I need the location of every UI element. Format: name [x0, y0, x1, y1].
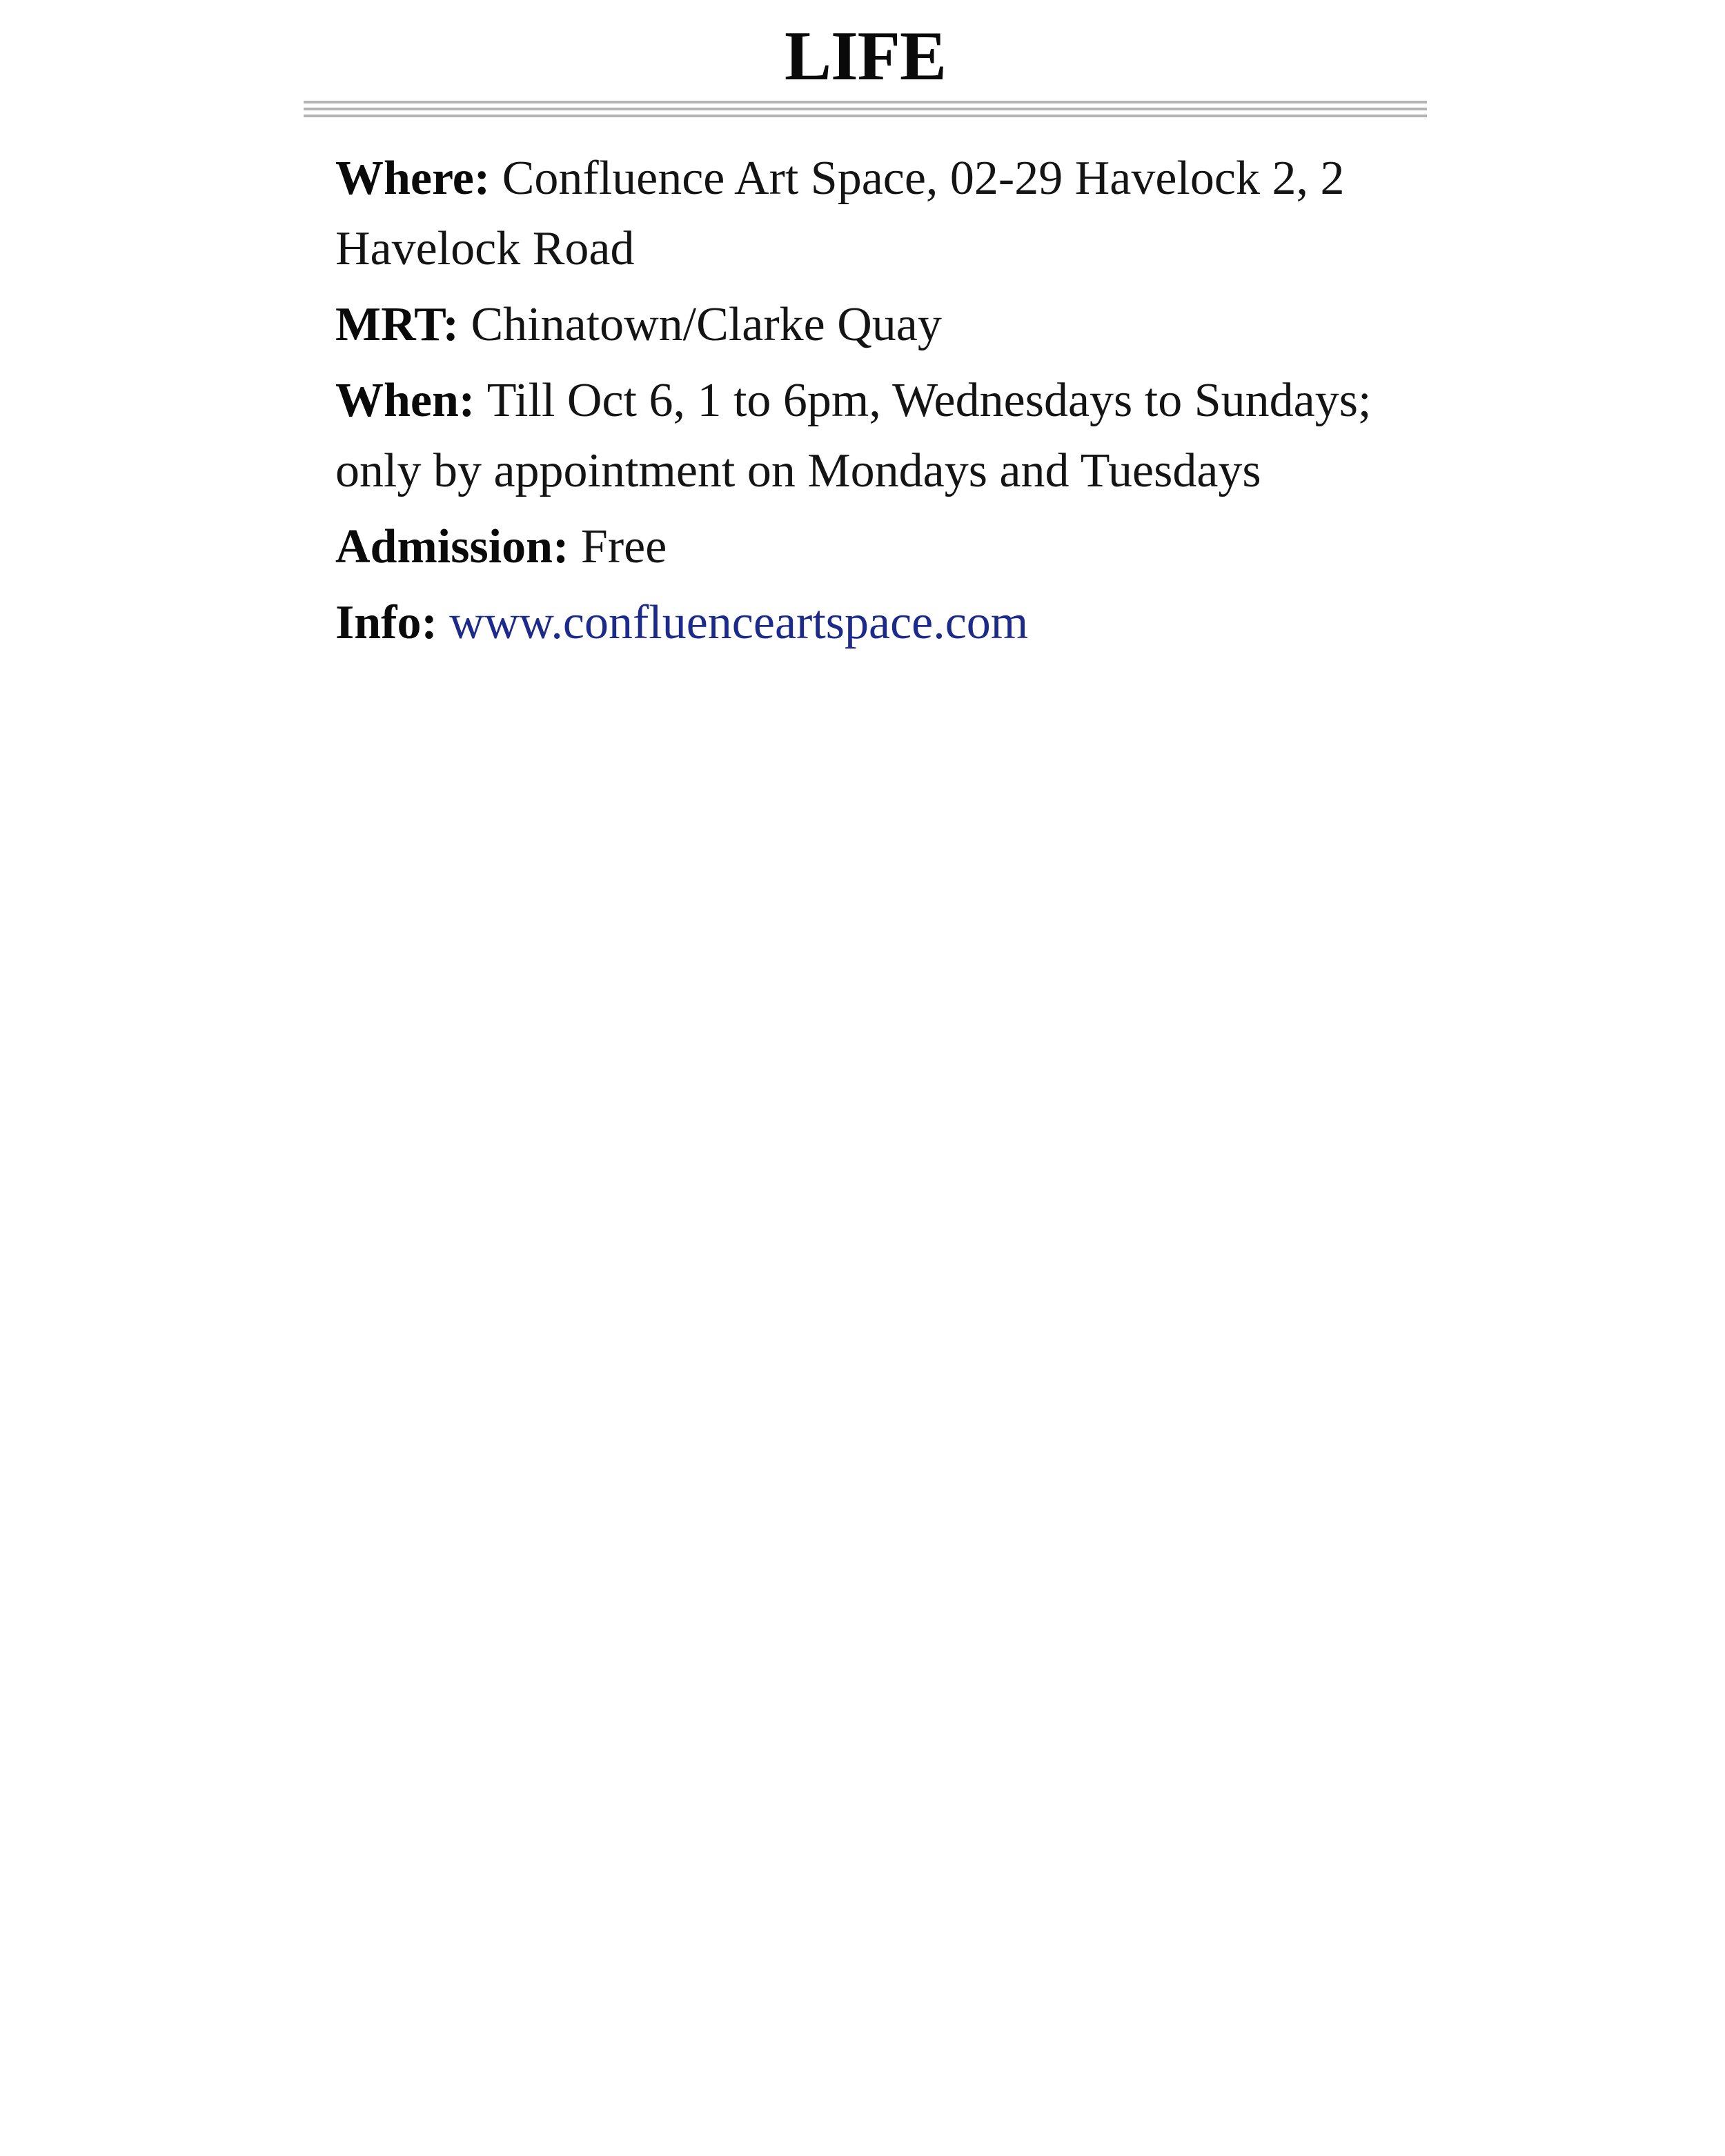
info-value-when: Till Oct 6, 1 to 6pm, Wednesdays to Sundays; only by appointment on Mondays and Tuesdays: [335, 374, 1372, 497]
website-link[interactable]: www.confluenceartspace.com: [449, 596, 1029, 649]
info-row-info: [335, 588, 1412, 658]
rule-line: [304, 115, 1427, 117]
info-label-where: Where:: [335, 152, 502, 205]
info-row-mrt: [335, 290, 1412, 360]
info-value-admission: Free: [580, 520, 667, 573]
info-row-when: [335, 366, 1412, 506]
info-row-admission: [335, 512, 1412, 582]
info-value-where: Confluence Art Space, 02-29 Havelock 2, 2 Havelock Road: [335, 152, 1345, 275]
masthead: [304, 0, 1427, 124]
info-row-where: [335, 144, 1412, 284]
info-label-admission: Admission:: [335, 520, 581, 573]
section-title: LIFE: [784, 17, 947, 95]
rule-line: [304, 108, 1427, 110]
rule-line: [304, 101, 1427, 103]
event-info-box: [335, 144, 1412, 664]
info-value-mrt: Chinatown/Clarke Quay: [471, 298, 942, 351]
info-label-info: Info:: [335, 596, 450, 649]
masthead-rule: [304, 101, 1427, 120]
info-label-when: When:: [335, 374, 487, 427]
info-label-mrt: MRT:: [335, 298, 471, 351]
